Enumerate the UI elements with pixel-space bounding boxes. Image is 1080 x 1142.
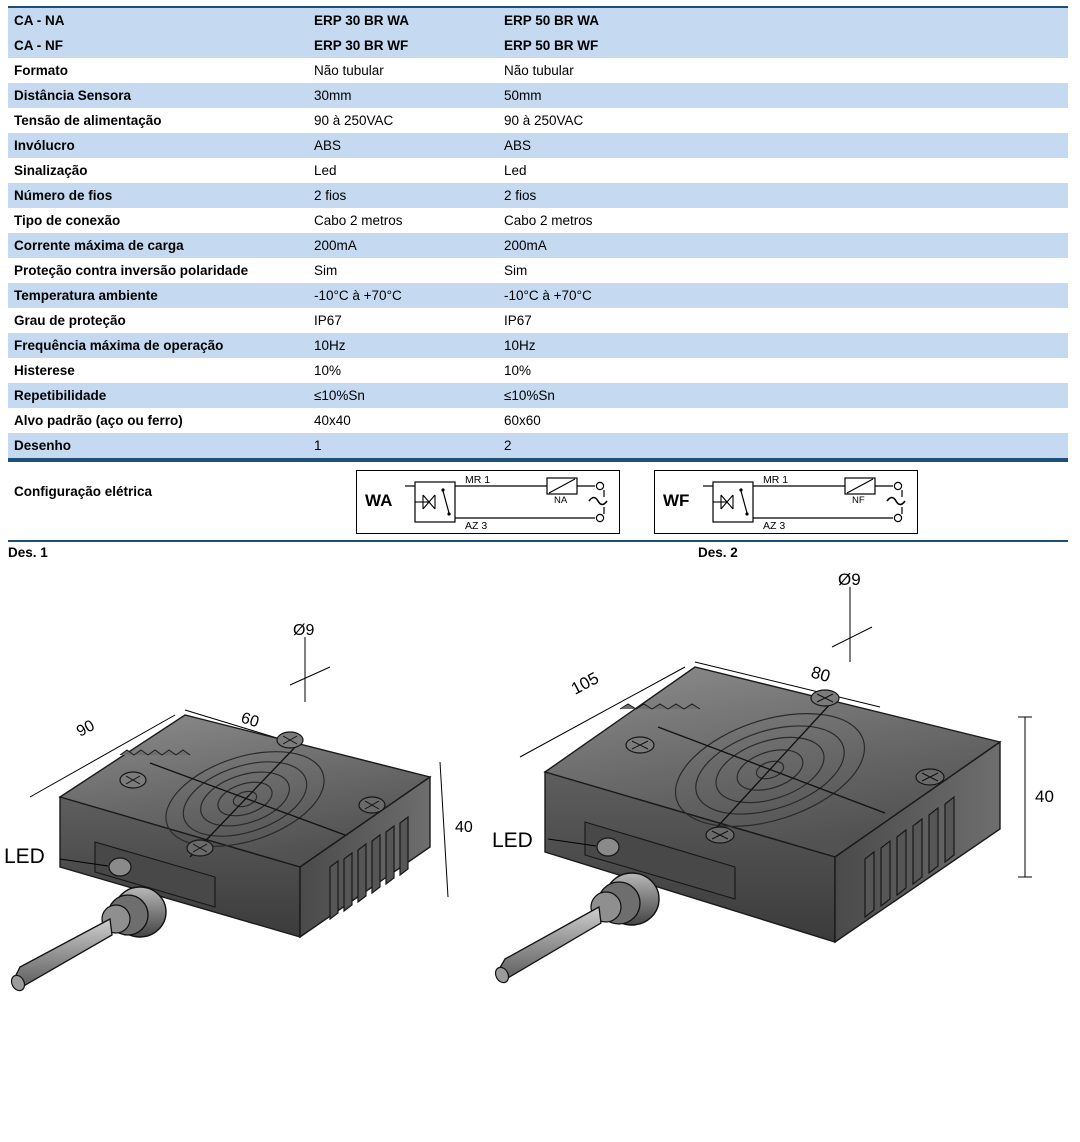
- spec-value-erp50: -10°C à +70°C: [498, 283, 1068, 308]
- right-dim-80: 80: [808, 662, 833, 687]
- spec-label: Proteção contra inversão polaridade: [8, 258, 308, 283]
- table-row: [8, 408, 1068, 433]
- spec-label: Tensão de alimentação: [8, 108, 308, 133]
- spec-value-erp50: ERP 50 BR WF: [498, 33, 1068, 58]
- table-row: [8, 108, 1068, 133]
- table-row: [8, 58, 1068, 83]
- left-dim-90: 90: [73, 717, 98, 741]
- spec-value-erp30: ERP 30 BR WF: [308, 33, 498, 58]
- wiring-diagram-wa-tag: WA: [365, 491, 393, 510]
- table-row: [8, 7, 1068, 33]
- spec-label: CA - NF: [8, 33, 308, 58]
- right-hole-dim: Ø9: [838, 570, 861, 589]
- spec-label: Corrente máxima de carga: [8, 233, 308, 258]
- spec-label: Número de fios: [8, 183, 308, 208]
- wiring-diagram-wf-tag: WF: [663, 491, 690, 510]
- drawing-captions: [8, 545, 1068, 567]
- spec-value-erp50: ERP 50 BR WA: [498, 7, 1068, 33]
- table-row: [8, 258, 1068, 283]
- spec-label: Frequência máxima de operação: [8, 333, 308, 358]
- spec-label: Grau de proteção: [8, 308, 308, 333]
- spec-value-erp30: 40x40: [308, 408, 498, 433]
- spec-value-erp50: 200mA: [498, 233, 1068, 258]
- sensor-drawing-right: [480, 567, 1080, 1142]
- spec-value-erp50: Led: [498, 158, 1068, 183]
- sensor-drawing-left: [0, 567, 500, 1142]
- led-label-right: LED: [492, 829, 533, 852]
- spec-value-erp50: 2: [498, 433, 1068, 459]
- spec-value-erp50: 2 fios: [498, 183, 1068, 208]
- left-dim-60: 60: [238, 709, 261, 732]
- spec-label: Temperatura ambiente: [8, 283, 308, 308]
- table-row: [8, 433, 1068, 459]
- spec-value-erp50: Cabo 2 metros: [498, 208, 1068, 233]
- table-row: [8, 208, 1068, 233]
- table-row: [8, 283, 1068, 308]
- spec-value-erp50: 10%: [498, 358, 1068, 383]
- spec-value-erp30: ABS: [308, 133, 498, 158]
- spec-label: Distância Sensora: [8, 83, 308, 108]
- spec-label: Formato: [8, 58, 308, 83]
- spec-value-erp30: 200mA: [308, 233, 498, 258]
- spec-value-erp50: Sim: [498, 258, 1068, 283]
- spec-value-erp30: 10%: [308, 358, 498, 383]
- spec-value-erp30: Sim: [308, 258, 498, 283]
- spec-label: Repetibilidade: [8, 383, 308, 408]
- spec-value-erp30: 90 à 250VAC: [308, 108, 498, 133]
- spec-value-erp30: Não tubular: [308, 58, 498, 83]
- electrical-configuration-title: Configuração elétrica: [14, 484, 153, 499]
- spec-value-erp50: 60x60: [498, 408, 1068, 433]
- spec-value-erp50: 50mm: [498, 83, 1068, 108]
- spec-value-erp30: 1: [308, 433, 498, 459]
- spec-value-erp30: IP67: [308, 308, 498, 333]
- spec-value-erp50: ABS: [498, 133, 1068, 158]
- led-label-left: LED: [4, 845, 45, 868]
- wiring-diagram-wa-svg: [357, 471, 619, 533]
- product-drawings: [0, 567, 1080, 1142]
- spec-value-erp50: IP67: [498, 308, 1068, 333]
- spec-value-erp30: 10Hz: [308, 333, 498, 358]
- table-row: [8, 333, 1068, 358]
- wiring-diagram-wa-contact: NA: [554, 495, 568, 506]
- table-row: [8, 33, 1068, 58]
- spec-value-erp50: Não tubular: [498, 58, 1068, 83]
- spec-value-erp30: Led: [308, 158, 498, 183]
- spec-value-erp50: ≤10%Sn: [498, 383, 1068, 408]
- right-dim-105: 105: [567, 668, 602, 699]
- table-row: [8, 83, 1068, 108]
- left-dim-40: 40: [455, 819, 473, 836]
- spec-label: Desenho: [8, 433, 308, 459]
- spec-label: Invólucro: [8, 133, 308, 158]
- wiring-diagram-wa-terminal-bottom: AZ 3: [465, 520, 488, 532]
- electrical-configuration-section: [8, 460, 1068, 542]
- spec-value-erp50: 90 à 250VAC: [498, 108, 1068, 133]
- table-row: [8, 158, 1068, 183]
- table-row: [8, 383, 1068, 408]
- wiring-diagram-wa: [356, 470, 620, 534]
- table-row: [8, 183, 1068, 208]
- spec-value-erp30: ERP 30 BR WA: [308, 7, 498, 33]
- spec-value-erp30: -10°C à +70°C: [308, 283, 498, 308]
- wiring-diagram-wf-terminal-bottom: AZ 3: [763, 520, 786, 532]
- wiring-diagram-wf-terminal-top: MR 1: [763, 474, 789, 486]
- right-dim-40: 40: [1035, 787, 1054, 806]
- table-row: [8, 358, 1068, 383]
- datasheet-page: [0, 6, 1080, 1114]
- spec-value-erp30: 30mm: [308, 83, 498, 108]
- spec-label: Sinalização: [8, 158, 308, 183]
- spec-label: Histerese: [8, 358, 308, 383]
- spec-value-erp30: 2 fios: [308, 183, 498, 208]
- table-row: [8, 308, 1068, 333]
- spec-value-erp30: Cabo 2 metros: [308, 208, 498, 233]
- caption-des-2: Des. 2: [698, 545, 738, 560]
- spec-value-erp50: 10Hz: [498, 333, 1068, 358]
- wiring-diagram-wf-contact: NF: [852, 495, 865, 506]
- spec-label: Alvo padrão (aço ou ferro): [8, 408, 308, 433]
- wiring-diagram-wa-terminal-top: MR 1: [465, 474, 491, 486]
- wiring-diagram-wf-svg: [655, 471, 917, 533]
- caption-des-1: Des. 1: [8, 545, 48, 560]
- table-row: [8, 133, 1068, 158]
- specifications-table: [8, 6, 1068, 460]
- spec-label: Tipo de conexão: [8, 208, 308, 233]
- spec-label: CA - NA: [8, 7, 308, 33]
- table-row: [8, 233, 1068, 258]
- spec-value-erp30: ≤10%Sn: [308, 383, 498, 408]
- wiring-diagram-wf: [654, 470, 918, 534]
- left-hole-dim: Ø9: [293, 622, 315, 639]
